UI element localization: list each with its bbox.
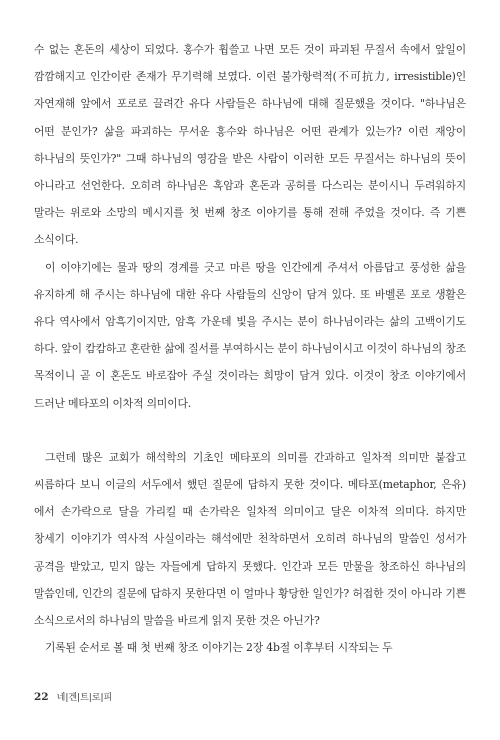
page-number: 22	[34, 691, 49, 703]
page-footer	[34, 690, 112, 703]
paragraph-gap	[34, 417, 466, 444]
paragraph-4: 기록된 순서로 볼 때 첫 번째 창조 이야기는 2장 4b절 이후부터 시작되는 두	[45, 641, 393, 655]
running-title: 네|겐|트|로|피	[56, 693, 113, 703]
paragraph-3: 그런데 많은 교회가 해석학의 기초인 메타포의 의미를 간과하고 일차적 의미만 붙잡고 씨름하다 보니 이글의 서두에서 했던 질문에 답하지 못한 것이다. 메타포(metaphor, 은유)에서 손가락으로 달을 가리킬 때 손가락은 일차적 의미이고 달은 이차적 의미다. 하지만 창세기 이야기가 역사적 사실이라는 해석에만 천착하면서 오히려 하나님의 말씀인 성서가 공격을 받았고, 믿지 않는 자들에게 답하지 못했다. 인간과 모든 만물을 창조하신 하나님의 말씀인데, 인간의 질문에 답하지 못한다면 이 얼마나 황당한 일인가? 허접한 것이 아니라 기쁜 소식으로서의 하나님의 말씀을 바르게 읽지 못한 것은 아닌가?	[34, 450, 466, 628]
paragraph-2: 이 이야기에는 물과 땅의 경계를 긋고 마른 땅을 인간에게 주셔서 아름답고 풍성한 삶을 유지하게 해 주시는 하나님에 대한 유다 사람들의 신앙이 담겨 있다. 또 바벨론 포로 생활은 유다 역사에서 암흑기이지만, 암흑 가운데 빛을 주시는 분이 하나님이라는 삶의 고백이기도 하다. 앞이 캄캄하고 혼란한 삶에 질서를 부여하시는 분이 하나님이시고 이것이 하나님의 창조 목적이니 곧 이 혼돈도 바로잡아 주실 것이라는 희망이 담겨 있다. 이것이 창조 이야기에서 드러난 메타포의 이차적 의미이다.	[34, 260, 466, 410]
page-body	[34, 36, 466, 661]
paragraph-1: 수 없는 혼돈의 세상이 되었다. 홍수가 휩쓸고 나면 모든 것이 파괴된 무질서 속에서 앞일이 깜깜해지고 인간이란 존재가 무기력해 보였다. 이런 불가항력적(不可抗力, irresistible)인 자연재해 앞에서 포로로 끌려간 유다 사람들은 하나님에 대해 질문했을 것이다. "하나님은 어떤 분인가? 삶을 파괴하는 무서운 홍수와 하나님은 어떤 관계가 있는가? 이런 재앙이 하나님의 뜻인가?" 그때 하나님의 영감을 받은 사람이 이러한 모든 무질서는 하나님의 뜻이 아니라고 선언한다. 오히려 하나님은 혹암과 혼돈과 공허를 다스리는 분이시니 두려워하지 말라는 위로와 소망의 메시지를 첫 번째 창조 이야기를 통해 전해 주었을 것이다. 즉 기쁜 소식이다.	[34, 43, 466, 247]
